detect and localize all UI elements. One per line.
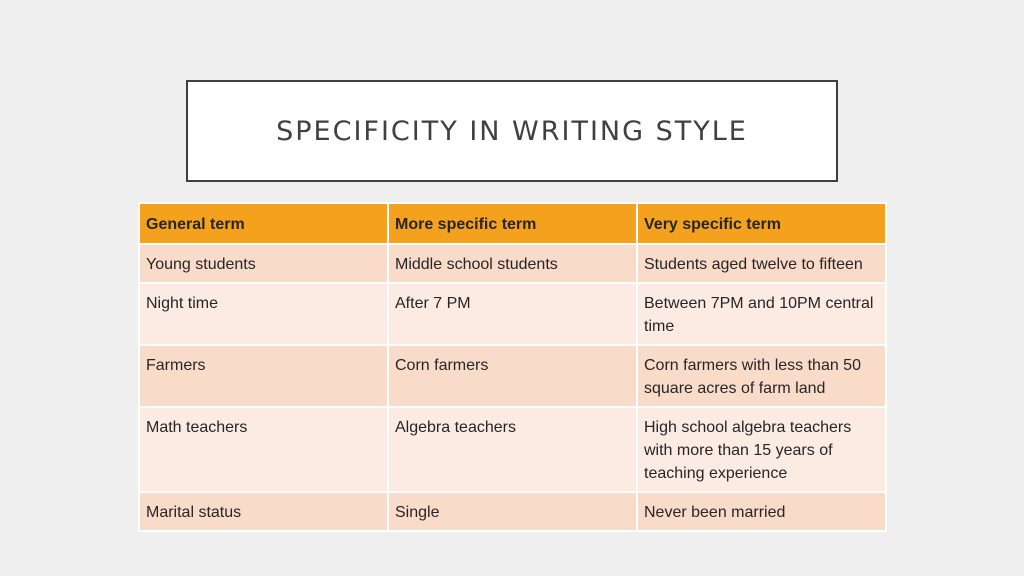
cell-very-specific: High school algebra teachers with more than 15 years of teaching experience (637, 407, 886, 492)
title-box (186, 80, 838, 182)
cell-more-specific: Middle school students (388, 244, 637, 283)
cell-more-specific: Single (388, 492, 637, 531)
cell-general: Night time (139, 283, 388, 345)
cell-general: Young students (139, 244, 388, 283)
cell-general: Farmers (139, 345, 388, 407)
slide-title: SPECIFICITY IN WRITING STYLE (276, 115, 748, 147)
cell-very-specific: Never been married (637, 492, 886, 531)
terms-table (138, 202, 887, 532)
cell-more-specific: Corn farmers (388, 345, 637, 407)
cell-very-specific: Corn farmers with less than 50 square acres of farm land (637, 345, 886, 407)
cell-very-specific: Between 7PM and 10PM central time (637, 283, 886, 345)
cell-more-specific: Algebra teachers (388, 407, 637, 492)
table-row (139, 283, 886, 345)
cell-more-specific: After 7 PM (388, 283, 637, 345)
header-more-specific-term: More specific term (388, 203, 637, 244)
header-very-specific-term: Very specific term (637, 203, 886, 244)
table-row (139, 345, 886, 407)
cell-very-specific: Students aged twelve to fifteen (637, 244, 886, 283)
header-general-term: General term (139, 203, 388, 244)
table-header-row (139, 203, 886, 244)
table-row (139, 244, 886, 283)
table-row (139, 407, 886, 492)
cell-general: Marital status (139, 492, 388, 531)
cell-general: Math teachers (139, 407, 388, 492)
table-row (139, 492, 886, 531)
